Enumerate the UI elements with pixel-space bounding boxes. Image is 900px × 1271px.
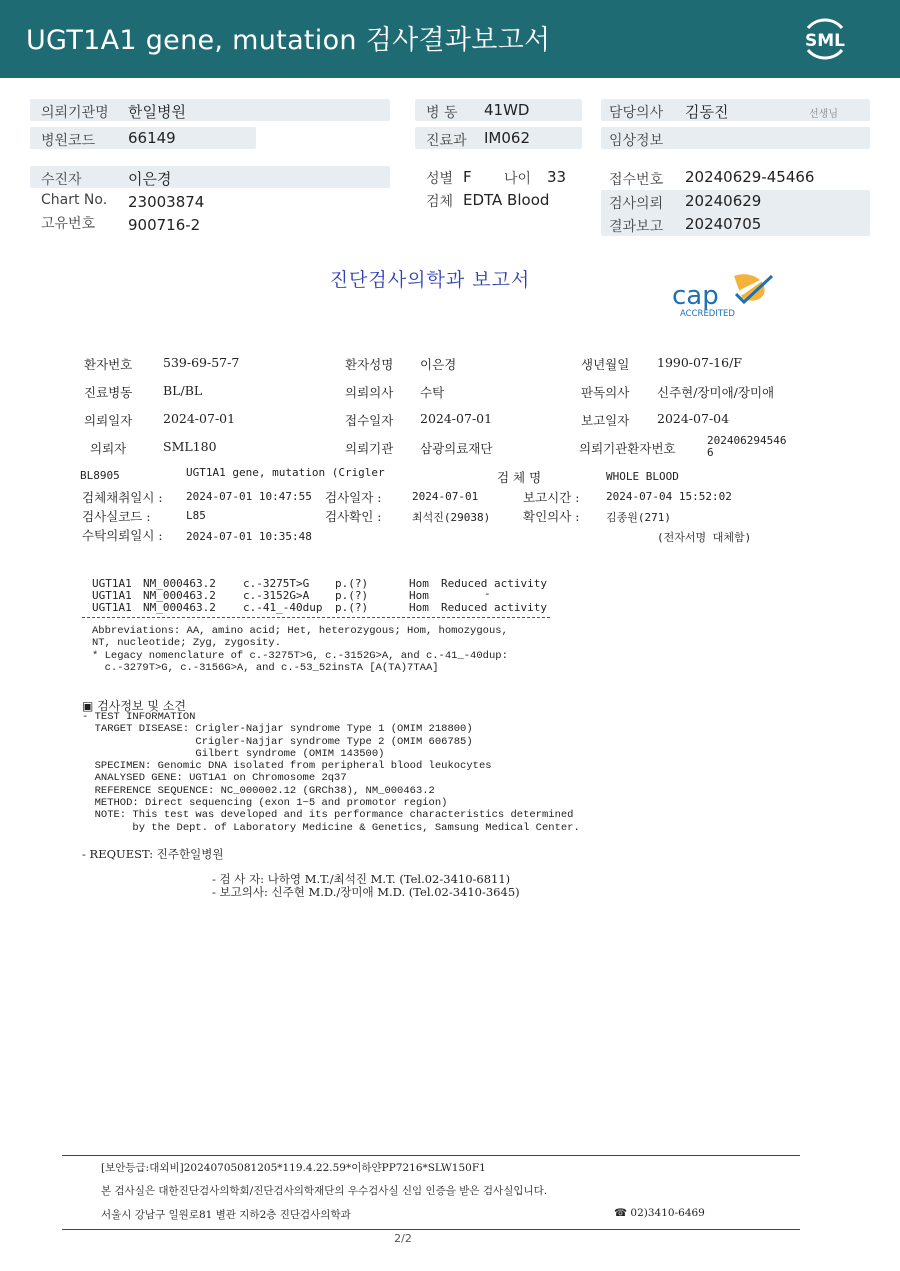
reception-label: 접수번호 — [609, 172, 664, 188]
specimen-value: EDTA Blood — [463, 191, 550, 209]
meta2-label3: 확인의사 : — [523, 509, 580, 524]
e-signature-note: (전자서명 대체함) — [657, 531, 752, 544]
meta1-value2: 2024-07-01 — [412, 490, 479, 503]
sml-logo — [796, 14, 854, 64]
row3-label3: 보고일자 — [581, 413, 630, 428]
variant-ref: NM_000463.2 — [143, 601, 216, 614]
row4-value3a: 202406294546 — [707, 434, 787, 447]
row3-value2: 2024-07-01 — [420, 411, 493, 426]
test-code: BL8905 — [80, 469, 120, 482]
meta2-value2: 최석진(29038) — [412, 511, 491, 524]
dept-label: 진료과 — [426, 133, 467, 149]
staff-tester: - 검 사 자: 나하영 M.T./최석진 M.T. (Tel.02-3410-6811) — [212, 872, 511, 886]
variant-cdna: c.-41_-40dup — [243, 601, 323, 614]
meta1-value3: 2024-07-04 15:52:02 — [606, 490, 732, 503]
hosp-code-value: 66149 — [128, 129, 176, 147]
specimen-name-label: 검 체 명 — [497, 470, 542, 485]
meta1-label2: 검사일자 : — [325, 490, 382, 505]
row4-value2: 삼광의료재단 — [420, 441, 493, 456]
table-divider — [82, 617, 550, 618]
row3-label1: 의뢰일자 — [84, 413, 133, 428]
variant-ref: NM_000463.2 — [143, 589, 216, 602]
row3-label2: 접수일자 — [345, 413, 394, 428]
row1-label3: 생년월일 — [581, 357, 630, 372]
variant-gene: UGT1A1 — [92, 589, 132, 602]
meta1-label: 검체채취일시 : — [82, 490, 163, 505]
row4-value3b: 6 — [707, 446, 714, 459]
test-name: UGT1A1 gene, mutation (Crigler — [186, 466, 385, 479]
row2-value3: 신주현/장미애/장미애 — [657, 385, 775, 400]
variant-protein: p.(?) — [335, 601, 369, 614]
uid-value: 900716-2 — [128, 216, 201, 234]
row1-value3: 1990-07-16/F — [657, 355, 742, 370]
row2-value1: BL/BL — [163, 383, 203, 398]
row1-value1: 539-69-57-7 — [163, 355, 240, 370]
patient-label: 수진자 — [41, 172, 82, 188]
hosp-code-label: 병원코드 — [41, 133, 96, 149]
variant-cdna: c.-3152G>A — [243, 589, 310, 602]
meta2-value3: 김종원(271) — [606, 511, 671, 524]
meta3-value: 2024-07-01 10:35:48 — [186, 530, 312, 543]
ward-label: 병 동 — [426, 105, 458, 121]
row4-label3: 의뢰기관환자번호 — [579, 441, 676, 456]
request-value: 20240629 — [685, 192, 762, 210]
security-line: [보안등급:대외비]20240705081205*119.4.22.59*이하얀PP7216*SLW150F1 — [101, 1162, 486, 1174]
logo-text: SML — [805, 31, 845, 51]
report-title: 진단검사의학과 보고서 — [329, 269, 531, 291]
footer-bottom-rule — [62, 1229, 800, 1230]
dept-value: IM062 — [484, 129, 530, 147]
variant-ref: NM_000463.2 — [143, 577, 216, 590]
specimen-label: 검체 — [426, 194, 454, 210]
variant-effect: - — [484, 587, 491, 600]
result-value: 20240705 — [685, 215, 762, 233]
specimen-name-value: WHOLE BLOOD — [606, 470, 679, 483]
doctor-label: 담당의사 — [609, 105, 664, 121]
variant-gene: UGT1A1 — [92, 577, 132, 590]
cap-accredited-logo — [672, 272, 776, 320]
variant-zygosity: Hom — [409, 577, 429, 590]
doctor-suffix: 선생님 — [809, 109, 838, 120]
variant-protein: p.(?) — [335, 589, 369, 602]
patient-bar — [30, 166, 390, 188]
variant-cdna: c.-3275T>G — [243, 577, 310, 590]
variant-zygosity: Hom — [409, 601, 429, 614]
sex-label: 성별 — [426, 171, 454, 187]
meta3-label: 수탁의뢰일시 : — [82, 528, 163, 543]
ward-value: 41WD — [484, 101, 530, 119]
meta2-value: L85 — [186, 509, 206, 522]
section-title: ▣ 검사정보 및 소견 — [82, 699, 186, 713]
meta1-label3: 보고시간 : — [523, 490, 580, 505]
patient-value: 이은경 — [128, 170, 172, 188]
row1-label1: 환자번호 — [84, 357, 133, 372]
reception-value: 20240629-45466 — [685, 168, 815, 186]
address-line: 서울시 강남구 일원로81 별관 지하2층 진단검사의학과 — [101, 1209, 351, 1221]
doctor-value: 김동진 — [685, 103, 729, 121]
variant-gene: UGT1A1 — [92, 601, 132, 614]
test-information: - TEST INFORMATION TARGET DISEASE: Crigler-Najjar syndrome Type 1 (OMIM 218800) Crigler-Najjar syndrome Type 2 (OMIM 606785) Gilbert syndrome (OMIM 143500) SPECIMEN: Genomic DNA isolated from peripheral blood leukocytes ANALYSED GENE: UGT1A1 on Chromosome 2q37 REFERENCE SEQUENCE: NC_000002.12 (GRCh38), NM_000463.2 METHOD: Direct sequencing (exon 1~5 and promotor region) NOTE: This test was developed and its performance characteristics determined by the Dept. of Laboratory Medicine & Genetics, Samsung Medical Center. — [82, 711, 580, 834]
meta1-value: 2024-07-01 10:47:55 — [186, 490, 312, 503]
row1-value2: 이은경 — [420, 357, 457, 372]
abbreviations: Abbreviations: AA, amino acid; Het, heterozygous; Hom, homozygous, NT, nucleotide; Zyg, zygosity. * Legacy nomenclature of c.-3275T>G, c.-3152G>A, and c.-41_-40dup: c.-3279T>G, c.-3156G>A, and c.-53_52insTA [A(TA)7TAA] — [92, 625, 508, 674]
certification-line: 본 검사실은 대한진단검사의학회/진단검사의학재단의 우수검사실 신임 인증을 받은 검사실입니다. — [101, 1185, 548, 1197]
phone-line: ☎ 02)3410-6469 — [614, 1207, 705, 1219]
variant-effect: Reduced activity — [441, 601, 547, 614]
sex-value: F — [463, 168, 472, 186]
meta2-label2: 검사확인 : — [325, 509, 382, 524]
age-value: 33 — [547, 168, 567, 186]
variant-zygosity: Hom — [409, 589, 429, 602]
row4-label1: 의뢰자 — [90, 441, 127, 456]
request-label: 검사의뢰 — [609, 196, 664, 212]
row3-value1: 2024-07-01 — [163, 411, 236, 426]
row2-label1: 진료병동 — [84, 385, 133, 400]
row4-value1: SML180 — [163, 439, 217, 454]
row2-label3: 판독의사 — [581, 385, 630, 400]
variant-effect: Reduced activity — [441, 577, 547, 590]
variant-protein: p.(?) — [335, 577, 369, 590]
clinical-label: 임상정보 — [609, 133, 664, 149]
req-org-label: 의뢰기관명 — [41, 105, 109, 121]
chart-label: Chart No. — [41, 192, 108, 208]
chart-value: 23003874 — [128, 193, 205, 211]
row3-value3: 2024-07-04 — [657, 411, 730, 426]
req-org-value: 한일병원 — [128, 103, 186, 121]
row2-label2: 의뢰의사 — [345, 385, 394, 400]
uid-label: 고유번호 — [41, 216, 96, 232]
page-title: UGT1A1 gene, mutation 검사결과보고서 — [26, 25, 551, 56]
staff-reporter: - 보고의사: 신주현 M.D./장미애 M.D. (Tel.02-3410-3645) — [212, 885, 520, 899]
age-label: 나이 — [504, 171, 532, 187]
row1-label2: 환자성명 — [345, 357, 394, 372]
cap-sub: ACCREDITED — [680, 309, 735, 319]
footer-top-rule — [62, 1155, 800, 1156]
result-label: 결과보고 — [609, 219, 664, 235]
row2-value2: 수탁 — [420, 385, 445, 400]
row4-label2: 의뢰기관 — [345, 441, 394, 456]
meta2-label: 검사실코드 : — [82, 509, 151, 524]
page-number: 2/2 — [394, 1232, 412, 1245]
cap-text: cap — [672, 281, 719, 311]
request-line: - REQUEST: 진주한일병원 — [82, 847, 224, 861]
